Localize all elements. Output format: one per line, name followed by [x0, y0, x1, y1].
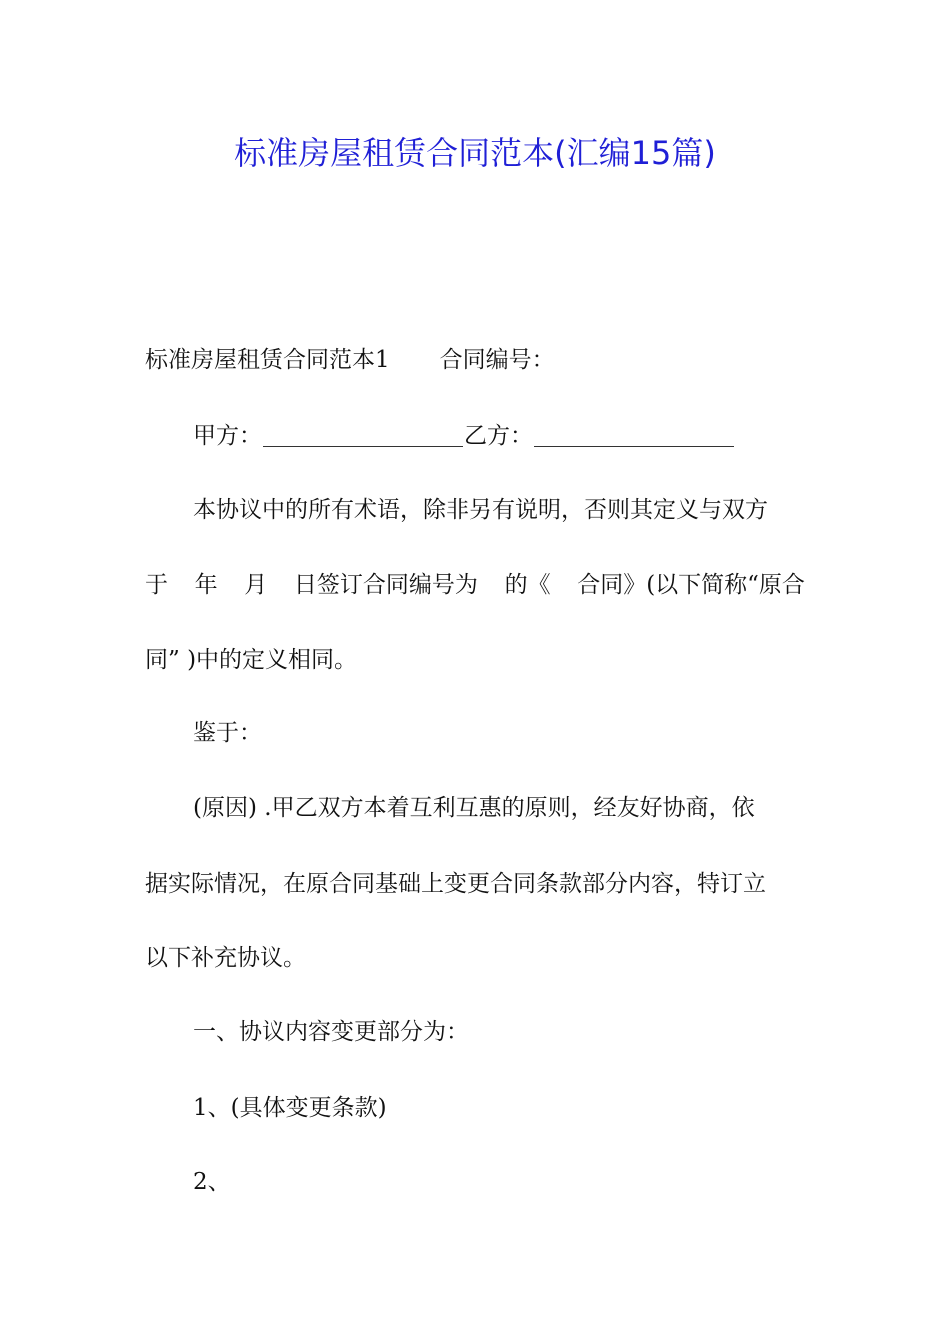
clause-1-item-2: 2、 [193, 1169, 231, 1195]
clause-1-heading: 一、协议内容变更部分为： [193, 1019, 469, 1045]
party-b-blank[interactable] [534, 420, 734, 447]
party-a-blank[interactable] [263, 420, 463, 447]
party-b-label: 乙方： [464, 423, 533, 449]
section-heading-line [145, 340, 555, 380]
section-heading: 标准房屋租赁合同范本1 [145, 347, 390, 373]
parties-line [193, 416, 735, 456]
party-a-label: 甲方： [193, 423, 262, 449]
paragraph-1-line-3: 同” )中的定义相同。 [145, 647, 358, 673]
paragraph-1-fragment: 的《 [504, 572, 551, 598]
paragraph-1-fragment: 合同》(以下简称“原合 [577, 572, 805, 598]
paragraph-2-line-1: (原因) .甲乙双方本着互利互惠的原则，经友好协商，依 [193, 795, 755, 821]
paragraph-1-fragment: 于 [145, 572, 168, 598]
paragraph-1-line-2 [145, 565, 805, 605]
paragraph-2-line-2: 据实际情况，在原合同基础上变更合同条款部分内容，特订立 [145, 871, 766, 897]
paragraph-1-fragment: 日签订合同编号为 [293, 572, 478, 598]
paragraph-2-line-3: 以下补充协议。 [145, 945, 306, 971]
paragraph-1-line-1: 本协议中的所有术语，除非另有说明，否则其定义与双方 [193, 497, 768, 523]
whereas-label: 鉴于： [193, 720, 262, 746]
clause-1-item-1: 1、(具体变更条款) [193, 1095, 387, 1121]
document-title: 标准房屋租赁合同范本(汇编15篇) [234, 134, 716, 172]
paragraph-1-fragment: 月 [244, 572, 268, 598]
contract-number-label: 合同编号： [439, 347, 555, 373]
paragraph-1-fragment: 年 [194, 572, 218, 598]
